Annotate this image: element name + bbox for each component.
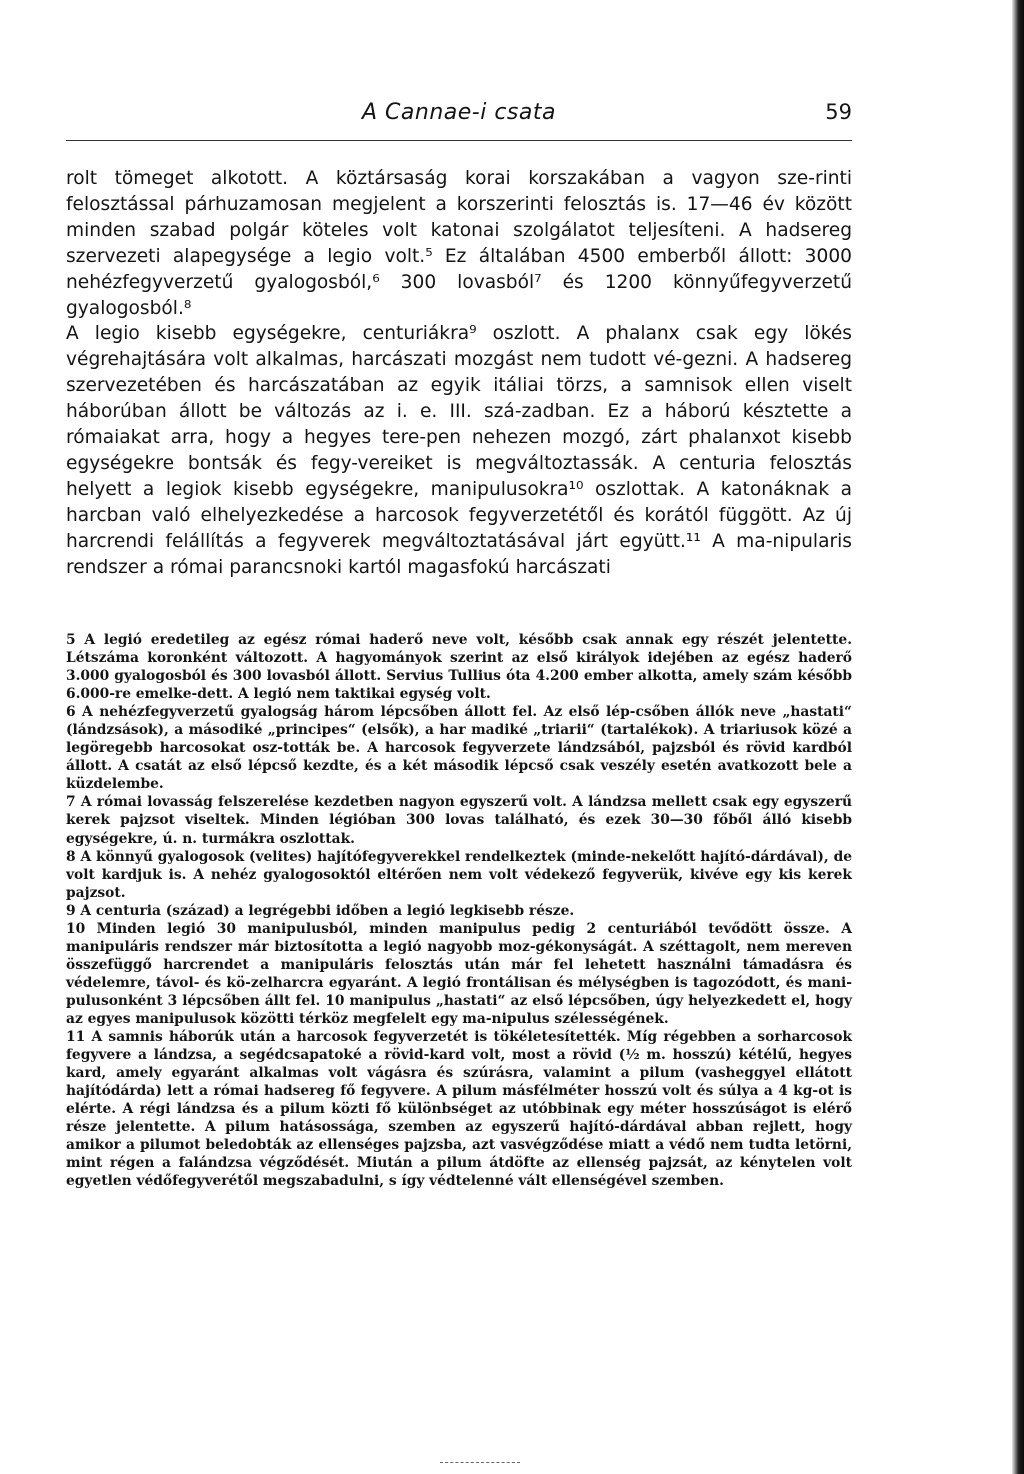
paragraph: rolt tömeget alkotott. A köztársaság korai korszakában a vagyon sze-rinti felosztással párhuzamosan megjelent a korszerinti felosztás is. 17—46 év között minden szabad polgár köteles volt katonai szolgálatot teljesíteni. A hadsereg szervezeti alapegysége a legio volt.⁵ Ez általában 4500 emberből állott: 3000 nehézfegyverzetű gyalogosból,⁶ 300 lovasból⁷ és 1200 könnyűfegyverzetű gyalogosból.⁸ xyxy=(66,168,852,319)
paragraph: A legio kisebb egységekre, centuriákra⁹ oszlott. A phalanx csak egy lökés végrehajtására volt alkalmas, harcászati mozgást nem tudott vé-gezni. A hadsereg szervezetében és harcászatában az egyik itáliai törzs, a samnisok ellen viselt háborúban állott be változás az i. e. III. szá-zadban. Ez a háború késztette a rómaiakat arra, hogy a hegyes tere-pen nehezen mozgó, zárt phalanxot kisebb egységekre bontsák és fegy-vereiket is megváltoztassák. A centuria felosztás helyett a legiok kisebb egységekre, manipulusokra¹⁰ oszlottak. A katonáknak a harcban való elhelyezkedése a harcosok fegyverzetétől és korától függött. Az új harcrendi felállítás a fegyverek megváltoztatásával járt együtt.¹¹ A ma-nipularis rendszer a római parancsnoki kartól magasfokú harcászati xyxy=(66,323,852,578)
page-number: 59 xyxy=(825,100,852,124)
footnote-10: 10 Minden legió 30 manipulusból, minden manipulus pedig 2 centuriából tevődött össze. A manipuláris rendszer már biztosította a legió nagyobb moz-gékonyságát. A széttagolt, nem mereven összefüggő harcrendet a manipuláris felosztás után már fel lehetett használni támadásra és védelemre, távol- és kö-zelharcra egyaránt. A legió frontálisan és mélységben is tagozódott, és mani-pulusonként 3 lépcsőben állt fel. 10 manipulus „hastati“ az első lépcsőben, úgy helyezkedett el, hogy az egyes manipulusok közötti térköz megfelelt egy ma-nipulus szélességének. xyxy=(66,920,852,1027)
bottom-scan-mark xyxy=(440,1462,520,1464)
footnote-6: 6 A nehézfegyverzetű gyalogság három lépcsőben állott fel. Az első lép-csőben állók neve „hastati“ (lándzsások), a másodiké „principes“ (elsők), a har madiké „triarii“ (tartalékok). A triariusok közé a legöregebb harcosokat osz-tották be. A harcosok fegyverzete lándzsából, pajzsból és rövid kardból állott. A csatát az első lépcső kezdte, és a két második lépcső csak veszély esetén avatkozott bele a küzdelembe. xyxy=(66,704,852,793)
footnote-7: 7 A római lovasság felszerelése kezdetben nagyon egyszerű volt. A lándzsa mellett csak egy egyszerű kerek pajzsot viseltek. Minden légióban 300 lovas található, és ezek 30—30 főből álló kisebb egységekre, ú. n. turmákra oszlottak. xyxy=(66,794,852,847)
footnote-9: 9 A centuria (század) a legrégebbi időben a legió legkisebb része. xyxy=(66,902,575,919)
page-edge-shadow xyxy=(1012,0,1024,1474)
footnote-8: 8 A könnyű gyalogosok (velites) hajítófegyverekkel rendelkeztek (minde-nekelőtt hajító-dárdával), de volt kardjuk is. A nehéz gyalogosoktól eltérően nem volt védekező fegyverük, kivéve egy kis kerek pajzsot. xyxy=(66,848,852,901)
running-header xyxy=(66,100,852,132)
running-title: A Cannae-i csata xyxy=(362,100,556,125)
main-text xyxy=(66,166,852,581)
footnotes xyxy=(66,631,852,1190)
footnote-5: 5 A legió eredetileg az egész római haderő neve volt, később csak annak egy részét jelentette. Létszáma koronként változott. A hagyományok szerint az első királyok idejében az egész haderő 3.000 gyalogosból és 300 lovasból állott. Servius Tullius óta 4.200 ember alkotta, amely szám később 6.000-re emelke-dett. A legió nem taktikai egység volt. xyxy=(66,632,852,703)
footnote-11: 11 A samnis háborúk után a harcosok fegyverzetét is tökéletesítették. Míg régebben a sorharcosok fegyvere a lándzsa, a segédcsapatoké a rövid-kard volt, most a rövid (½ m. hosszú) kétélű, hegyes kard, amely egyaránt alkalmas volt vágásra és szúrásra, valamint a pilum (vasheggyel ellátott hajítódárda) lett a római hadsereg fő fegyvere. A pilum másfélméter hosszú volt és súlya a 4 kg-ot is elérte. A régi lándzsa és a pilum közti fő különbséget az utóbbinak egy méter hosszúságot is elérő része jelentette. A pilum hatásossága, szemben az egyszerű hajító-dárdával abban rejlett, hogy amikor a pilumot beledobták az ellenséges pajzsba, azt vasvégződése miatt a védő nem tudta letörni, mint régen a falándzsa végződését. Miután a pilum átdöfte az ellenség pajzsát, az kénytelen volt egyetlen védőfegyverétől megszabadulni, s így védtelenné vált ellenségével szemben. xyxy=(66,1029,852,1190)
header-rule xyxy=(66,140,852,141)
